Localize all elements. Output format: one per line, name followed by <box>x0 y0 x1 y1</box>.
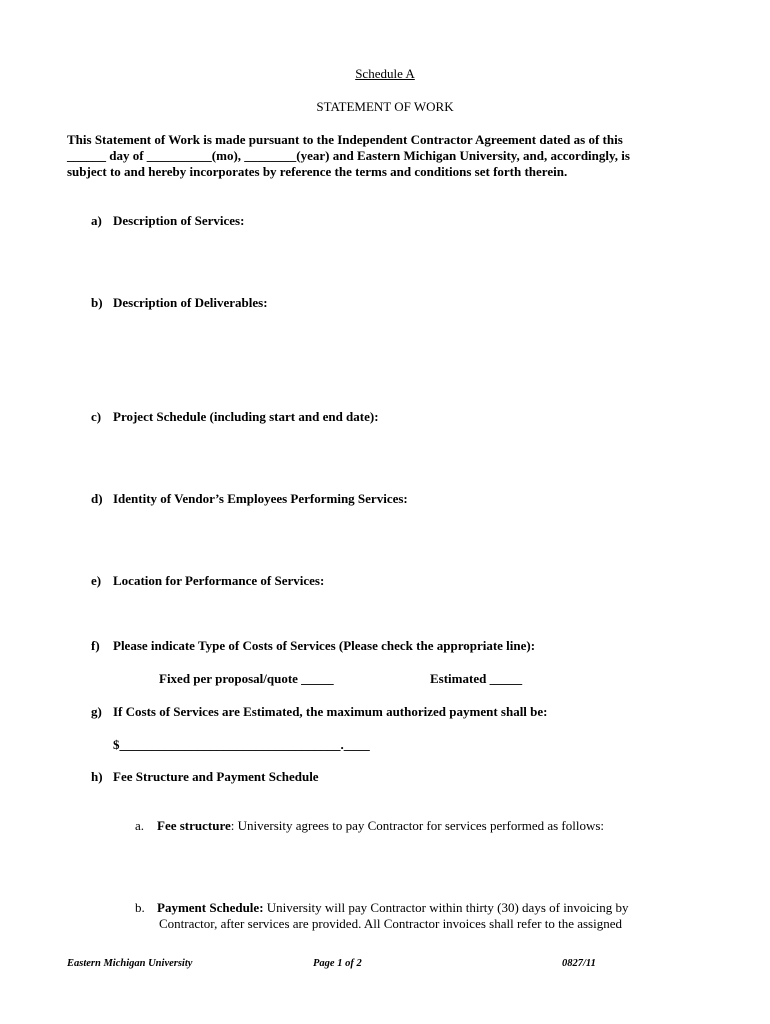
section-e-letter: e) <box>91 573 102 588</box>
statement-title: STATEMENT OF WORK <box>316 99 454 114</box>
section-d-label: Identity of Vendor’s Employees Performing Services: <box>113 491 408 506</box>
section-g-letter: g) <box>91 704 102 719</box>
section-a-label: Description of Services: <box>113 213 245 228</box>
fee-structure-letter: a. <box>135 818 145 833</box>
section-f-label: Please indicate Type of Costs of Services (Please check the appropriate line): <box>113 638 536 653</box>
section-c-label: Project Schedule (including start and end date): <box>113 409 379 424</box>
section-h-letter: h) <box>91 769 103 784</box>
section-a-letter: a) <box>91 213 102 228</box>
footer-doc-code: 0827/11 <box>562 958 596 969</box>
section-e-label: Location for Performance of Services: <box>113 573 325 588</box>
section-a <box>91 213 244 229</box>
fee-structure-item <box>135 818 604 834</box>
section-h <box>91 769 319 785</box>
payment-schedule-item <box>135 900 629 916</box>
schedule-title: Schedule A <box>355 66 415 81</box>
option-fixed-quote[interactable]: Fixed per proposal/quote _____ <box>159 671 334 686</box>
max-payment-amount-field[interactable]: $__________________________________.____ <box>113 737 370 752</box>
intro-line-3: subject to and hereby incorporates by reference the terms and conditions set forth therein. <box>67 164 568 179</box>
option-estimated[interactable]: Estimated _____ <box>430 671 523 686</box>
section-c-letter: c) <box>91 409 102 424</box>
intro-line-2: ______ day of __________(mo), ________(year) and Eastern Michigan University, and, accordingly, is <box>67 148 630 163</box>
section-h-label: Fee Structure and Payment Schedule <box>113 769 319 784</box>
section-b <box>91 295 268 311</box>
section-d-letter: d) <box>91 491 103 506</box>
section-c <box>91 409 379 425</box>
section-g-label: If Costs of Services are Estimated, the maximum authorized payment shall be: <box>113 704 548 719</box>
footer-org: Eastern Michigan University <box>67 958 193 969</box>
payment-schedule-term: Payment Schedule: <box>157 900 264 915</box>
payment-schedule-letter: b. <box>135 900 145 915</box>
footer-page-number: Page 1 of 2 <box>313 958 362 969</box>
fee-structure-text: : University agrees to pay Contractor for services performed as follows: <box>230 818 605 833</box>
section-f-letter: f) <box>91 638 100 653</box>
section-e <box>91 573 324 589</box>
section-b-label: Description of Deliverables: <box>113 295 268 310</box>
fee-structure-term: Fee structure <box>157 818 231 833</box>
section-b-letter: b) <box>91 295 103 310</box>
section-d <box>91 491 408 507</box>
section-f <box>91 638 535 654</box>
payment-schedule-text-2: Contractor, after services are provided. All Contractor invoices shall refer to the assigned <box>159 916 622 931</box>
section-g <box>91 704 548 720</box>
payment-schedule-text: University will pay Contractor within thirty (30) days of invoicing by <box>263 900 629 915</box>
intro-line-1: This Statement of Work is made pursuant to the Independent Contractor Agreement dated as of this <box>67 132 623 147</box>
